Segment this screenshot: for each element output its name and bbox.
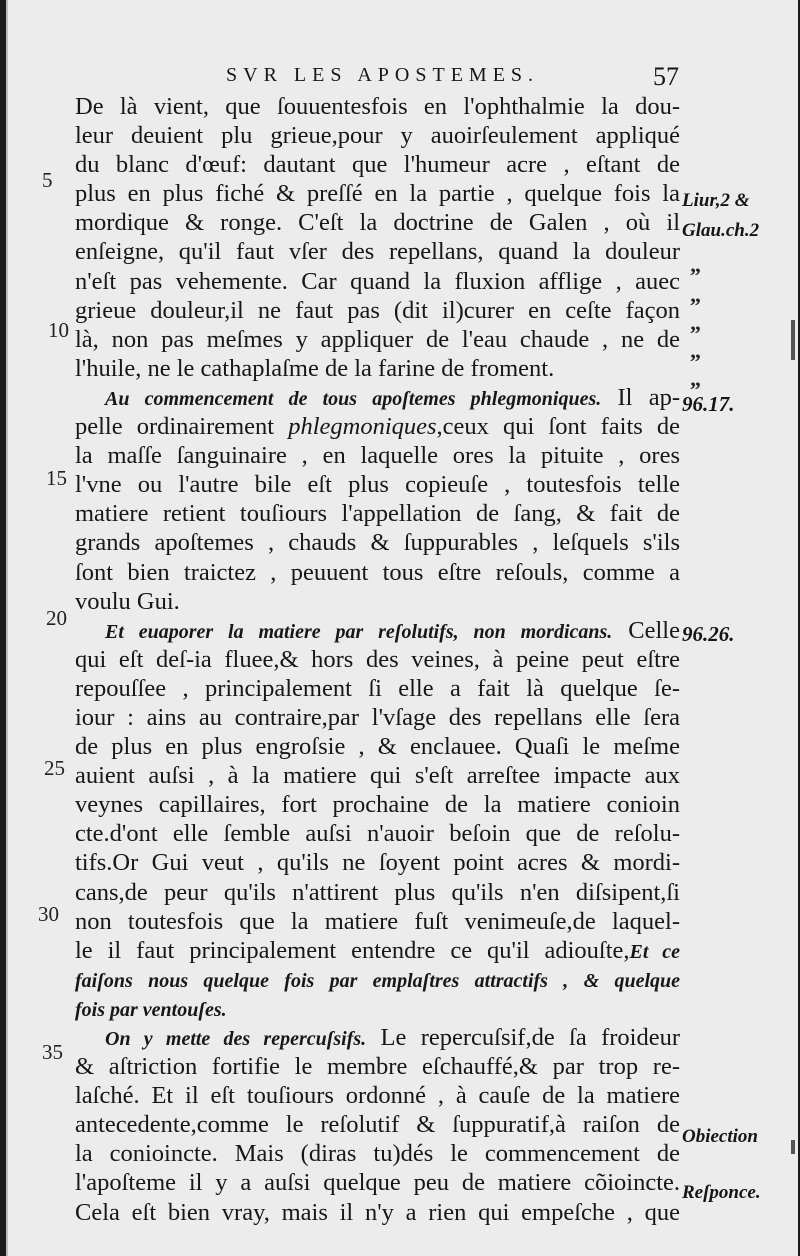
quote-mark: „ [690, 310, 701, 335]
lemma-text: On y mette des repercuſsifs. [105, 1028, 367, 1050]
quote-mark: „ [690, 338, 701, 363]
margin-note: 96.26. [682, 622, 735, 646]
text-line: qui eſt deſ-ia fluee,& hors des veines, à peine peut eſtre [75, 645, 680, 673]
line-text: pelle ordinairement [75, 413, 289, 441]
text-line: la conioincte. Mais (diras tu)dés le commencement de [75, 1140, 680, 1168]
text-line [75, 965, 680, 994]
text-line: l'huile, ne le cathaplaſme de la farine de froment. [75, 354, 555, 382]
text-line [75, 1023, 680, 1052]
text-line [75, 412, 680, 441]
line-text: le il faut principalement entendre ce qu'il adiouſte, [75, 936, 630, 964]
term-text: phlegmoniques [288, 413, 437, 441]
text-line: plus en plus fiché & preſſé en la partie , quelque fois la [75, 180, 680, 208]
margin-note: Glau.ch.2 [682, 220, 760, 241]
page-number: 57 [653, 62, 679, 91]
text-line: & aſtriction fortifie le membre eſchauffé,& par trop re- [75, 1053, 680, 1081]
line-number: 25 [44, 756, 65, 780]
line-text: Le repercuſsif,de ſa froideur [366, 1024, 680, 1051]
text-line: là, non pas meſmes y appliquer de l'eau chaude , ne de [75, 325, 680, 353]
running-head [8, 62, 798, 92]
text-line [75, 616, 680, 645]
text-line: cans,de peur qu'ils n'attirent plus qu'ils n'en diſsipent,ſi [75, 878, 680, 906]
text-line: tifs.Or Gui veut , qu'ils ne ſoyent point acres & mordi- [75, 849, 680, 877]
quote-mark: „ [690, 252, 701, 277]
text-line: laſché. Et il eſt touſiours ordonné , à cauſe de la matiere [75, 1082, 680, 1110]
margin-note: Reſponce. [682, 1182, 761, 1203]
running-title: SVR LES APOSTEMES. [226, 64, 540, 86]
margin-note: Liur,2 & [682, 190, 750, 211]
quote-mark: „ [690, 366, 701, 391]
text-line: de plus en plus engroſsie , & enclauee. Quaſi le meſme [75, 733, 680, 761]
line-number: 35 [42, 1040, 63, 1064]
text-line: leur deuient plu grieue,pour y auoirſeulement appliqué [75, 122, 680, 150]
line-text: Celle [612, 616, 680, 644]
text-line: iour : ains au contraire,par l'vſage des repellans elle ſera [75, 703, 680, 731]
lemma-text: Et ce [629, 940, 680, 963]
quote-mark: „ [690, 282, 701, 307]
margin-note: Obiection [682, 1126, 758, 1147]
text-line [75, 936, 680, 965]
lemma-text: faiſons nous quelque fois par emplaſtres attractifs , & quelque [75, 969, 680, 992]
text-line: non toutesfois que la matiere fuſt venimeuſe,de laquel- [75, 907, 680, 935]
body-text [75, 92, 680, 1227]
lemma-text: Et euaporer la matiere par reſolutifs, non mordicans. [105, 620, 613, 643]
text-line: du blanc d'œuf: dautant que l'humeur acre , eſtant de [75, 151, 680, 179]
text-line: cte.d'ont elle ſemble auſsi n'auoir beſoin que de reſolu- [75, 820, 680, 848]
line-text: Il ap- [601, 383, 680, 411]
line-number: 15 [46, 466, 67, 490]
edge-mark [791, 1140, 795, 1154]
text-line: grands apoſtemes , chauds & ſuppurables , leſquels s'ils [75, 529, 680, 557]
text-line: matiere retient touſiours l'appellation de ſang, & fait de [75, 500, 680, 528]
text-line: Cela eſt bien vray, mais il n'y a rien qui empeſche , que [75, 1198, 680, 1226]
book-page [6, 0, 798, 1256]
text-line: la maſſe ſanguinaire , en laquelle ores la pituite , ores [75, 442, 680, 470]
text-line: auient auſsi , à la matiere qui s'eſt arreſtee impacte aux [75, 762, 680, 790]
margin-note: 96.17. [682, 392, 735, 416]
text-line [75, 994, 680, 1023]
text-line: repouſſee , principalement ſi elle a fait là quelque ſe- [75, 674, 680, 702]
line-number: 10 [48, 318, 69, 342]
text-line: De là vient, que ſouuentesfois en l'ophthalmie la dou- [75, 93, 680, 120]
lemma-text: fois par ventouſes. [75, 998, 227, 1021]
text-line [75, 383, 680, 412]
text-line: voulu Gui. [75, 587, 180, 615]
text-line: antecedente,comme le reſolutif & ſuppuratif,à raiſon de [75, 1111, 680, 1139]
line-number: 30 [38, 902, 59, 926]
edge-mark [791, 320, 795, 360]
lemma-text: Au commencement de tous apoſtemes phlegmoniques. [105, 387, 602, 410]
text-line: veynes capillaires, fort prochaine de la matiere conioin [75, 791, 680, 819]
text-line: ſont bien traictez , peuuent tous eſtre reſouls, comme a [75, 558, 680, 586]
text-line: grieue douleur,il ne faut pas (dit il)curer en ceſte façon [75, 296, 680, 324]
text-line: enſeigne, qu'il faut vſer des repellans, quand la douleur [75, 238, 680, 266]
text-line: l'apoſteme il y a auſsi quelque peu de matiere cõioincte. [75, 1169, 680, 1197]
line-text: ,ceux qui ſont faits de [436, 413, 680, 441]
text-line: n'eſt pas vehemente. Car quand la fluxion afflige , auec [75, 267, 680, 295]
line-number: 5 [42, 168, 53, 192]
line-number: 20 [46, 606, 67, 630]
text-line: mordique & ronge. C'eſt la doctrine de Galen , où il [75, 209, 680, 237]
text-line: l'vne ou l'autre bile eſt plus copieuſe , toutesfois telle [75, 471, 680, 499]
